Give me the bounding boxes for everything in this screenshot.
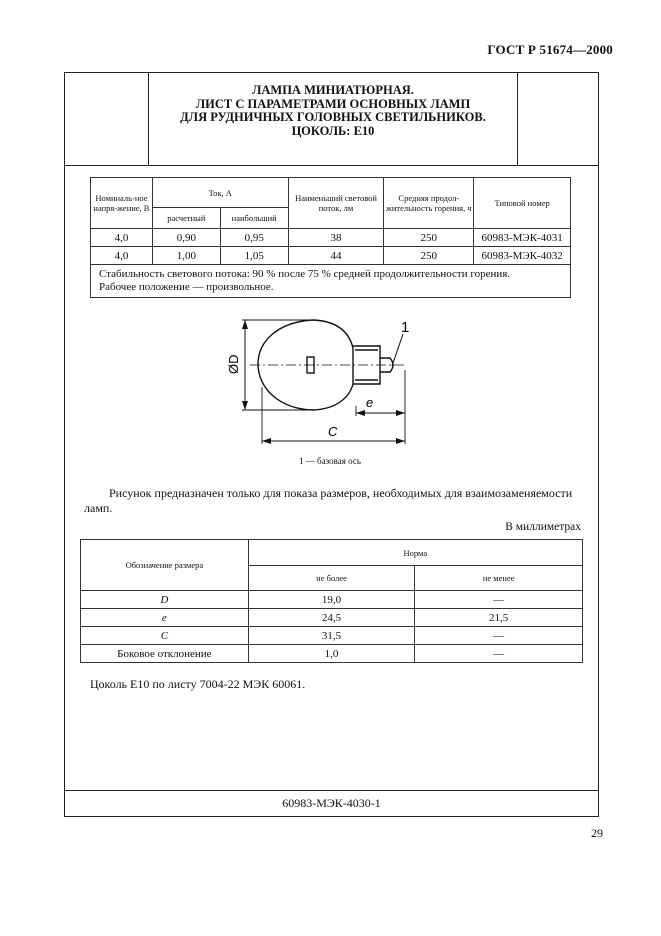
- header-type: Типовой номер: [474, 178, 571, 229]
- cell-current-max: 0,95: [220, 229, 288, 247]
- cell-life: 250: [384, 247, 474, 265]
- lamp-parameters-table: [90, 177, 571, 298]
- cell-min: 21,5: [415, 609, 583, 627]
- label-1: 1: [401, 319, 410, 336]
- cell-flux: 44: [288, 247, 384, 265]
- title-line: ЛИСТ С ПАРАМЕТРАМИ ОСНОВНЫХ ЛАМП: [195, 96, 471, 111]
- cell-type: 60983-МЭК-4031: [474, 229, 571, 247]
- frame-footer-rule: [64, 790, 599, 791]
- figure-note-paragraph: Рисунок предназначен только для показа размеров, необходимых для взаимозаменяемости ламп.: [84, 486, 573, 515]
- cell-current-calc: 0,90: [152, 229, 220, 247]
- sheet-number: 60983-МЭК-4030-1: [282, 796, 381, 810]
- cell-max: 24,5: [248, 609, 415, 627]
- table-row: [91, 247, 571, 265]
- arrow-head: [262, 438, 271, 444]
- cell-dimension-name: e: [81, 609, 249, 627]
- frame-divider-right: [517, 72, 518, 166]
- cell-dimension-name: D: [81, 591, 249, 609]
- title-line: ЦОКОЛЬ: Е10: [291, 123, 375, 138]
- table-note: [91, 265, 571, 298]
- leader-line: [392, 334, 403, 366]
- cell-current-max: 1,05: [220, 247, 288, 265]
- units-label: В миллиметрах: [505, 521, 581, 533]
- frame-divider-left: [148, 72, 149, 166]
- cell-max: 31,5: [248, 627, 415, 645]
- cell-life: 250: [384, 229, 474, 247]
- label-c: C: [328, 424, 338, 439]
- standard-number: ГОСТ Р 51674—2000: [487, 42, 613, 57]
- label-e: e: [366, 395, 374, 410]
- arrow-head: [242, 320, 248, 329]
- header-dimension-name: Обозначение размера: [81, 540, 249, 591]
- cell-dimension-name: C: [81, 627, 249, 645]
- cell-dimension-name: Боковое отклонение: [81, 645, 249, 663]
- cell-voltage: 4,0: [91, 247, 153, 265]
- table-row: [81, 627, 583, 645]
- header-min: не менее: [415, 566, 583, 591]
- arrow-head: [396, 438, 405, 444]
- cell-type: 60983-МЭК-4032: [474, 247, 571, 265]
- header-voltage: Номиналь-ное напря-жение, В: [91, 178, 153, 229]
- table-row: [81, 591, 583, 609]
- cell-min: —: [415, 645, 583, 663]
- arrow-head: [242, 401, 248, 410]
- figure-caption: 1 — базовая ось: [299, 456, 361, 466]
- header-flux: Наименьший световой поток, лм: [288, 178, 384, 229]
- note-position: Рабочее положение — произвольное.: [99, 281, 274, 293]
- table-row: [81, 645, 583, 663]
- arrow-head: [356, 410, 365, 416]
- header-current: Ток, А: [152, 178, 288, 208]
- cell-max: 1,0: [248, 645, 415, 663]
- base-note: Цоколь Е10 по листу 7004-22 МЭК 60061.: [90, 677, 306, 691]
- title-line: ЛАМПА МИНИАТЮРНАЯ.: [252, 83, 414, 97]
- header-current-max: наибольший: [220, 208, 288, 229]
- sheet-title: [150, 84, 516, 138]
- cell-max: 19,0: [248, 591, 415, 609]
- header-norm: Норма: [248, 540, 582, 566]
- lamp-drawing: [225, 312, 440, 452]
- page-number: 29: [591, 826, 603, 840]
- header-max: не более: [248, 566, 415, 591]
- cell-current-calc: 1,00: [152, 247, 220, 265]
- cell-voltage: 4,0: [91, 229, 153, 247]
- header-current-calc: расчетный: [152, 208, 220, 229]
- title-line: ДЛЯ РУДНИЧНЫХ ГОЛОВНЫХ СВЕТИЛЬНИКОВ.: [180, 110, 486, 124]
- note-stability: Стабильность светового потока: 90 % после 75 % средней продолжительности горения.: [99, 268, 511, 280]
- label-d: ØD: [226, 354, 241, 374]
- cell-min: —: [415, 591, 583, 609]
- dimensions-table: [80, 539, 583, 663]
- table-row: [81, 609, 583, 627]
- header-life: Средняя продол-жительность горения, ч: [384, 178, 474, 229]
- cell-min: —: [415, 627, 583, 645]
- frame-title-rule: [64, 165, 599, 166]
- table-row: [91, 229, 571, 247]
- arrow-head: [396, 410, 405, 416]
- cell-flux: 38: [288, 229, 384, 247]
